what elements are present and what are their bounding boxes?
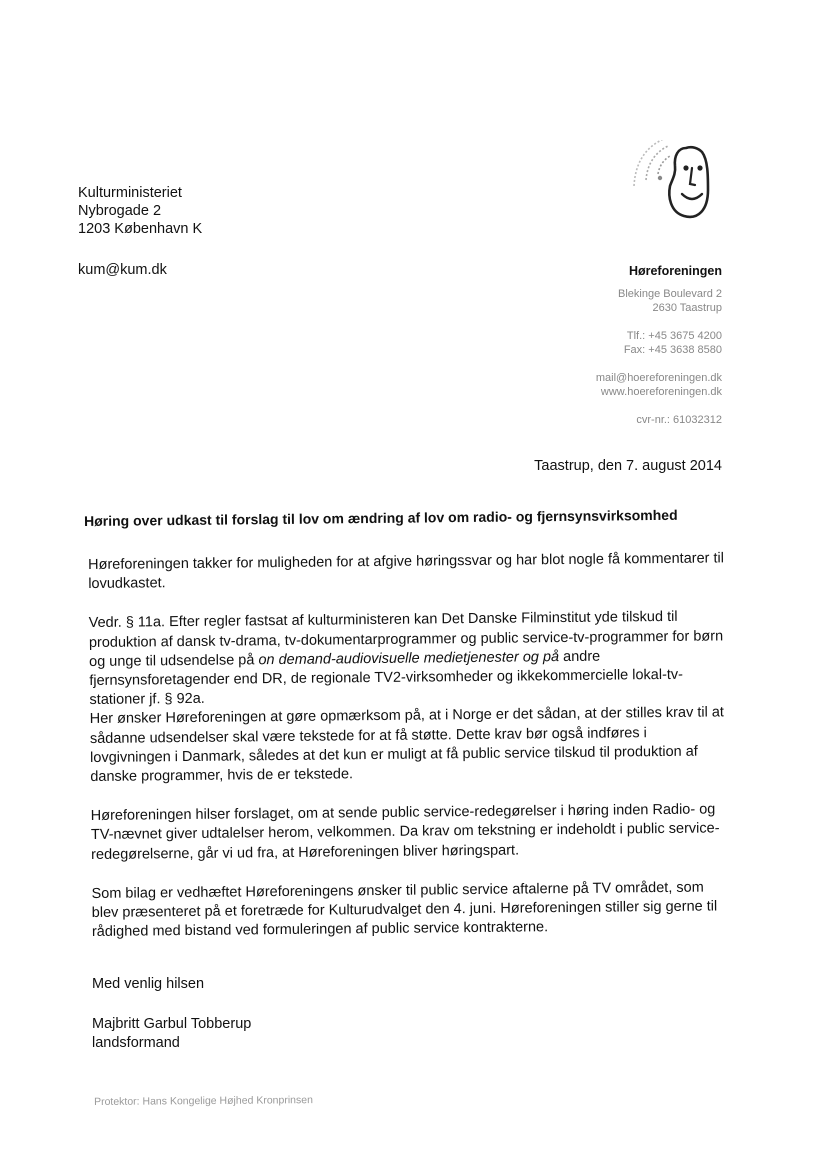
recipient-email: kum@kum.dk (78, 262, 167, 278)
letter-body (88, 549, 732, 962)
paragraph-section-11a (89, 608, 731, 788)
paragraph-section-11a-part-1: Vedr. § 11a. Efter regler fastsat af kulturministeren kan Det Danske Filminstitut yde tilskud til produktion af dansk tv-drama, tv-dokumentarprogrammer og public service-tv-programmer for børn og unge til udsendelse på (88, 609, 724, 670)
sender-org: Høreforeningen (628, 264, 722, 278)
hearing-face-logo-icon (622, 140, 710, 222)
recipient-city: 1203 København K (78, 221, 203, 237)
signatory-title: landsformand (92, 1035, 180, 1051)
signature-block (92, 1015, 251, 1053)
sender-web: www.hoereforeningen.dk (600, 386, 722, 398)
sender-address-line-2: 2630 Taastrup (652, 302, 722, 314)
footer-protector: Protektor: Hans Kongelige Højhed Kronprinsen (94, 1094, 313, 1108)
recipient-name: Kulturministeriet (78, 185, 182, 201)
paragraph-section-11a-italic: on demand-audiovisuelle medietjenester og på (258, 648, 560, 669)
paragraph-bilag: Som bilag er vedhæftet Høreforeningens ønsker til public service aftalerne på TV området, som blev præsenteret på et foretræde for Kulturudvalget den 4. juni. Høreforeningen stiller sig gerne til rådighed med bistand ved formuleringen af public service kontrakterne. (91, 879, 718, 941)
paragraph-norway: Her ønsker Høreforeningen at gøre opmærksom på, at i Norge er det sådan, at der stilles krav til at sådanne udsendelser skal være tekstede for at få støtte. Dette krav bør også indføres i lovgivningen i Danmark, således at det kun er muligt at få public service tilskud til produktion af danske programmer, hvis de er tekstede. (89, 704, 724, 786)
sender-block (596, 264, 722, 427)
paragraph-section-11a-part-2: andre fjernsynsforetagender end DR, de regionale TV2-virksomheder og ikkekommercielle lokal-tv-stationer jf. § 92a. (89, 648, 684, 709)
sender-phone: Tlf.: +45 3675 4200 (626, 330, 722, 342)
paragraph-intro: Høreforeningen takker for muligheden for at afgive høringssvar og har blot nogle få kommentarer til lovudkastet. (88, 550, 725, 593)
sender-address-line-1: Blekinge Boulevard 2 (618, 288, 722, 300)
letter-subject: Høring over udkast til forslag til lov om ændring af lov om radio- og fjernsynsvirksomhed (84, 506, 678, 529)
closing-greeting: Med venlig hilsen (92, 976, 205, 992)
recipient-address (78, 184, 202, 238)
paragraph-redegorelser: Høreforeningen hilser forslaget, om at sende public service-redegørelser i høring inden Radio- og TV-nævnet giver udtalelser herom, velkommen. Da krav om tekstning er indeholdt i public service-redegørelserne, går vi ud fra, at Høreforeningen bliver høringspart. (90, 801, 720, 863)
sender-mail: mail@hoereforeningen.dk (595, 372, 722, 384)
sender-cvr: cvr-nr.: 61032312 (636, 414, 722, 426)
signatory-name: Majbritt Garbul Tobberup (92, 1016, 252, 1032)
recipient-street: Nybrogade 2 (78, 203, 162, 219)
sender-fax: Fax: +45 3638 8580 (623, 344, 722, 356)
letter-date: Taastrup, den 7. august 2014 (534, 458, 722, 474)
